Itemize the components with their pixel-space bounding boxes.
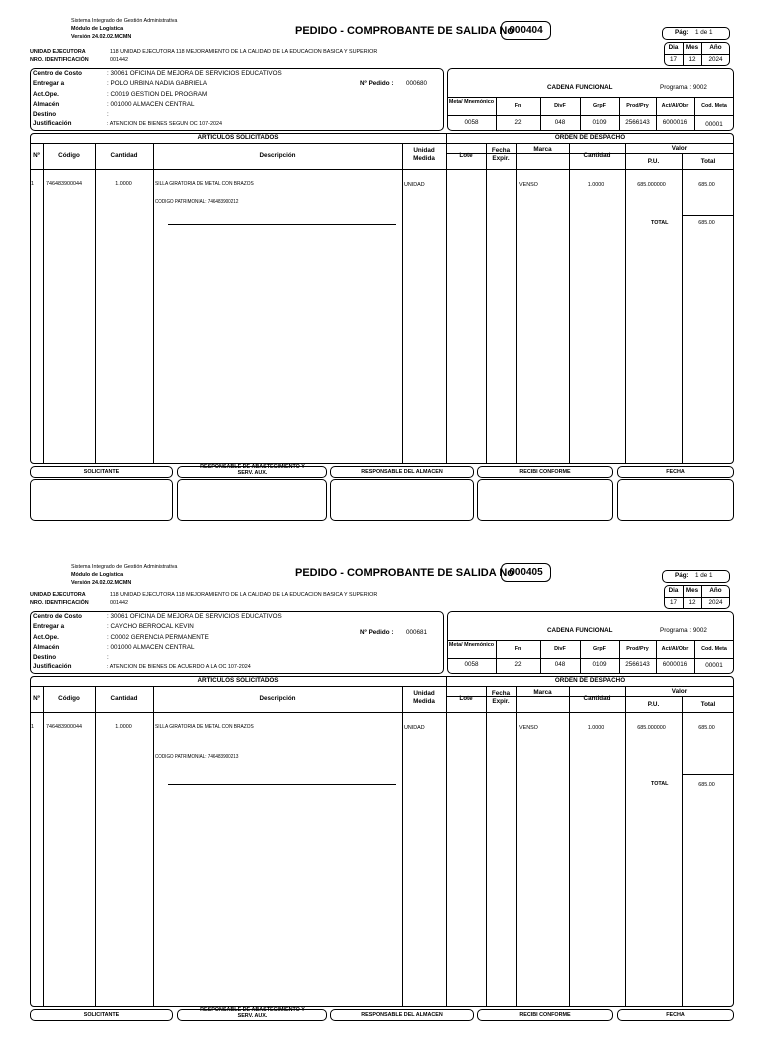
entregar-label: Entregar a (33, 80, 65, 87)
module-name: Módulo de Logística (71, 572, 124, 578)
pedido-label: Nº Pedido : (360, 629, 394, 636)
entregar-value: : CAYCHO BERROCAL KEVIN (107, 623, 194, 630)
h-cantidad: Cantidad (110, 695, 138, 702)
actope-value: : C0019 GESTION DEL PROGRAM (107, 91, 208, 98)
page-value: 1 de 1 (695, 572, 713, 579)
anio-label: Año (709, 44, 722, 51)
row-cantidad2: 1.0000 (587, 182, 605, 188)
mes-value: 12 (688, 599, 696, 606)
almacen-value: : 001000 ALMACEN CENTRAL (107, 644, 195, 651)
info-box (30, 68, 444, 131)
sig-recibi: RECIBI CONFORME (519, 469, 571, 475)
ue-label: UNIDAD EJECUTORA (30, 592, 86, 598)
total-value: 685.00 (698, 220, 715, 226)
page-label: Pág: (675, 572, 689, 579)
h-valor: Valor (671, 145, 688, 152)
pedido-value: 000680 (406, 80, 428, 87)
row-total: 685.00 (698, 182, 715, 188)
document-title: PEDIDO - COMPROBANTE DE SALIDA No (295, 567, 514, 579)
h-total: Total (700, 158, 716, 165)
cad-h-grpf: GrpF (593, 103, 606, 109)
dia-label: Dia (668, 587, 679, 594)
h-valor: Valor (671, 688, 688, 695)
document-number: 000405 (501, 563, 551, 582)
actope-label: Act.Ope. (33, 91, 59, 98)
anio-value: 2024 (708, 56, 723, 63)
row-patrimonial: CODIGO PATRIMONIAL: 746483900212 (155, 199, 239, 205)
cad-h-prodpry: Prod/Pry (626, 646, 649, 652)
row-pu: 685.000000 (637, 725, 666, 731)
h-cantidad2: Cantidad (583, 695, 611, 702)
h-cantidad: Cantidad (110, 152, 138, 159)
document-title: PEDIDO - COMPROBANTE DE SALIDA No (295, 25, 514, 37)
anio-value: 2024 (708, 599, 723, 606)
justif-value: : ATENCION DE BIENES DE ACUERDO A LA OC 107-2024 (107, 664, 251, 670)
destino-value: : (107, 654, 109, 661)
sig-abastecimiento: RESPONSABLE DE ABASTECIMIENTO Y SERV. AUX. (200, 464, 305, 476)
h-fecha: Fecha Expir. (491, 690, 511, 705)
cad-v-fn: 22 (514, 661, 522, 668)
total-value: 685.00 (698, 782, 715, 788)
destino-value: : (107, 111, 109, 118)
sig-abastecimiento: RESPONSABLE DE ABASTECIMIENTO Y SERV. AUX. (200, 1007, 305, 1019)
document-number: 000404 (501, 21, 551, 40)
row-codigo: 746483900044 (46, 181, 82, 187)
programa-value: Programa : 9002 (660, 84, 707, 91)
sig-recibi: RECIBI CONFORME (519, 1012, 571, 1018)
cad-h-actaiobr: Act/AI/Obr (661, 103, 689, 109)
sig-almacen-box (330, 479, 474, 521)
cad-v-prodpry: 2566143 (625, 661, 650, 668)
row-descripcion: SILLA GIRATORIA DE METAL CON BRAZOS (155, 724, 254, 730)
total-label: TOTAL (651, 781, 669, 787)
dia-value: 17 (669, 599, 677, 606)
justif-label: Justificación (33, 663, 72, 670)
sig-fecha: FECHA (666, 469, 685, 475)
centro-value: : 30061 OFICINA DE MEJORA DE SERVICIOS EDUCATIVOS (107, 70, 282, 77)
row-marca: VENSO (519, 725, 538, 731)
version-label: Versión 24.02.02.MCMN (71, 580, 132, 586)
sig-solicitante-box (30, 479, 173, 521)
row-unidad: UNIDAD (404, 182, 425, 188)
dia-value: 17 (669, 56, 677, 63)
row-descripcion: SILLA GIRATORIA DE METAL CON BRAZOS (155, 181, 254, 187)
cadena-title: CADENA FUNCIONAL (547, 627, 613, 634)
cad-h-codmeta: Cod. Meta (701, 103, 727, 109)
h-pu: P.U. (647, 158, 660, 165)
entregar-label: Entregar a (33, 623, 65, 630)
h-marca: Marca (533, 689, 552, 696)
cad-h-divf: DivF (554, 646, 566, 652)
row-cantidad: 1.0000 (115, 724, 132, 730)
sig-solicitante: SOLICITANTE (83, 1012, 120, 1018)
page-value: 1 de 1 (695, 29, 713, 36)
despacho-title: ORDEN DE DESPACHO (554, 134, 626, 141)
version-label: Versión 24.02.02.MCMN (71, 34, 132, 40)
h-lote: Lote (459, 152, 473, 159)
row-cantidad2: 1.0000 (587, 725, 605, 731)
cad-v-divf: 048 (554, 661, 566, 668)
cad-v-actaiobr: 6000016 (662, 119, 688, 126)
sig-abastecimiento-box (177, 479, 327, 521)
nro-value: 001442 (110, 57, 128, 63)
cad-v-prodpry: 2566143 (625, 119, 650, 126)
row-unidad: UNIDAD (404, 725, 425, 731)
h-cantidad2: Cantidad (583, 152, 611, 159)
justif-value: : ATENCION DE BIENES SEGUN OC 107-2024 (107, 121, 222, 127)
ue-label: UNIDAD EJECUTORA (30, 49, 86, 55)
centro-value: : 30061 OFICINA DE MEJORA DE SERVICIOS EDUCATIVOS (107, 613, 282, 620)
sig-fecha: FECHA (666, 1012, 685, 1018)
total-label: TOTAL (651, 220, 669, 226)
row-pu: 685.000000 (637, 182, 666, 188)
h-descripcion: Descripción (259, 152, 296, 159)
programa-value: Programa : 9002 (660, 627, 707, 634)
description-underline (168, 784, 396, 785)
sig-almacen: RESPONSABLE DEL ALMACEN (361, 469, 443, 475)
pedido-label: Nº Pedido : (360, 80, 394, 87)
centro-label: Centro de Costo (33, 70, 82, 77)
sig-solicitante: SOLICITANTE (83, 469, 120, 475)
row-no: 1 (31, 181, 34, 187)
nro-label: NRO. IDENTIFICACIÓN (30, 57, 89, 63)
dispatch-form-2 (0, 546, 768, 1056)
row-total: 685.00 (698, 725, 715, 731)
articulos-title: ARTICULOS SOLICITADOS (197, 677, 279, 684)
cad-v-fn: 22 (514, 119, 522, 126)
destino-label: Destino (33, 111, 57, 118)
row-marca: VENSO (519, 182, 538, 188)
sig-almacen: RESPONSABLE DEL ALMACEN (361, 1012, 443, 1018)
almacen-label: Almacén (33, 644, 60, 651)
h-fecha: Fecha Expir. (491, 147, 511, 162)
cad-v-meta: 0058 (464, 661, 479, 668)
cad-h-codmeta: Cod. Meta (701, 646, 727, 652)
h-marca: Marca (533, 146, 552, 153)
mes-value: 12 (688, 56, 696, 63)
cad-v-codmeta: 00001 (705, 662, 723, 669)
cad-v-actaiobr: 6000016 (662, 661, 688, 668)
h-pu: P.U. (647, 701, 660, 708)
cad-h-prodpry: Prod/Pry (626, 103, 649, 109)
row-patrimonial: CODIGO PATRIMONIAL: 746483900213 (155, 754, 239, 760)
centro-label: Centro de Costo (33, 613, 82, 620)
h-codigo: Código (58, 695, 80, 702)
despacho-title: ORDEN DE DESPACHO (554, 677, 626, 684)
cad-h-grpf: GrpF (593, 646, 606, 652)
justif-label: Justificación (33, 120, 72, 127)
cad-h-fn: Fn (514, 103, 522, 109)
almacen-label: Almacén (33, 101, 60, 108)
system-name: Sistema Integrado de Gestión Administrativa (71, 18, 178, 24)
cad-h-actaiobr: Act/AI/Obr (661, 646, 689, 652)
cad-v-grpf: 0109 (592, 661, 607, 668)
page-label: Pág: (675, 29, 689, 36)
h-no: Nº (33, 695, 40, 702)
nro-value: 001442 (110, 600, 128, 606)
mes-label: Mes (685, 44, 699, 51)
h-lote: Lote (459, 695, 473, 702)
row-cantidad: 1.0000 (115, 181, 132, 187)
cad-h-meta: Meta/ Mnemónico (448, 99, 495, 105)
system-name: Sistema Integrado de Gestión Administrativa (71, 564, 178, 570)
description-underline (168, 224, 396, 225)
cad-v-grpf: 0109 (592, 119, 607, 126)
sig-fecha-box (617, 479, 734, 521)
h-codigo: Código (58, 152, 80, 159)
cad-h-fn: Fn (514, 646, 522, 652)
h-unidad: Unidad Medida (413, 690, 435, 705)
cad-v-codmeta: 00001 (705, 121, 723, 128)
sig-recibi-box (477, 479, 613, 521)
module-name: Módulo de Logística (71, 26, 124, 32)
pedido-value: 000681 (406, 629, 428, 636)
ue-value: 118 UNIDAD EJECUTORA 118 MEJORAMIENTO DE LA CALIDAD DE LA EDUCACION BASICA Y SUPERIOR (110, 49, 378, 55)
cad-h-divf: DivF (554, 103, 566, 109)
nro-label: NRO. IDENTIFICACIÓN (30, 600, 89, 606)
mes-label: Mes (685, 587, 699, 594)
destino-label: Destino (33, 654, 57, 661)
row-no: 1 (31, 724, 34, 730)
cad-v-divf: 048 (554, 119, 566, 126)
h-no: Nº (33, 152, 40, 159)
cad-v-meta: 0058 (464, 119, 479, 126)
cad-h-meta: Meta/ Mnemónico (448, 642, 495, 648)
dia-label: Dia (668, 44, 679, 51)
articulos-title: ARTICULOS SOLICITADOS (197, 134, 279, 141)
ue-value: 118 UNIDAD EJECUTORA 118 MEJORAMIENTO DE LA CALIDAD DE LA EDUCACION BASICA Y SUPERIOR (110, 592, 378, 598)
actope-label: Act.Ope. (33, 634, 59, 641)
row-codigo: 746483900044 (46, 724, 82, 730)
h-unidad: Unidad Medida (413, 147, 435, 162)
entregar-value: : POLO URBINA NADIA GABRIELA (107, 80, 208, 87)
h-total: Total (700, 701, 716, 708)
anio-label: Año (709, 587, 722, 594)
dispatch-form-1 (0, 0, 768, 510)
h-descripcion: Descripción (259, 695, 296, 702)
almacen-value: : 001000 ALMACEN CENTRAL (107, 101, 195, 108)
cadena-title: CADENA FUNCIONAL (547, 84, 613, 91)
actope-value: : C0002 GERENCIA PERMANENTE (107, 634, 209, 641)
